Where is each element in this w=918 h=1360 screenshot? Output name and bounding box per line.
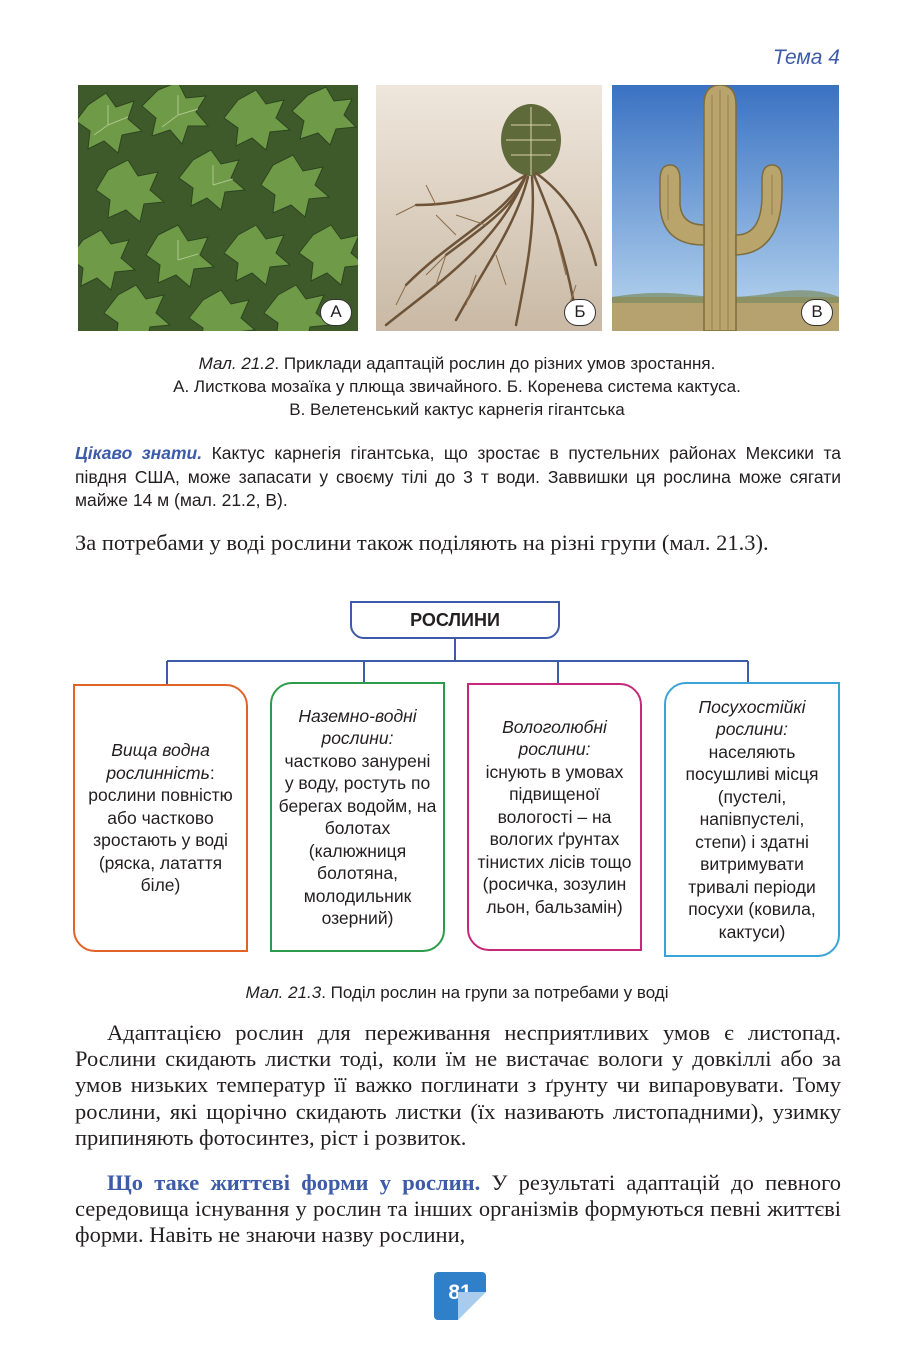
- page-number: [434, 1272, 486, 1320]
- photo-badge-a: А: [320, 299, 352, 326]
- caption-text: . Поділ рослин на групи за потребами у воді: [321, 983, 669, 1002]
- page-corner-fold: [458, 1292, 486, 1320]
- card-term: Наземно-водні рослини:: [298, 705, 417, 748]
- paragraph-life-forms: [75, 1170, 841, 1249]
- fact-lead: Цікаво знати.: [75, 443, 203, 463]
- card-moisture-loving: [467, 683, 642, 951]
- paragraph-leaf-fall: Адаптацією рослин для переживання несприятливих умов є листопад. Рослини скидають листки тоді, коли їм не вистачає вологи у довкіллі або за умов низьких температур її важко поглинати з ґрунту чи випаровувати. Тому рослини, які щорічно скидають листки (їх називають листопадними), узимку припиняють фотосинтез, ріст і розвиток.: [75, 1020, 841, 1150]
- fact-text: Кактус карнегія гігантська, що зростає в пустельних районах Мексики та півдня США, може запасати у своєму тілі до 3 т води. Заввишки ця рослина може сягати майже 14 м (мал. 21.2, В).: [75, 443, 842, 510]
- figure-caption-21-2: [70, 352, 844, 421]
- photo-badge-b: Б: [564, 299, 596, 326]
- card-term-tail: :: [209, 762, 215, 783]
- caption-label: Мал. 21.3: [245, 983, 322, 1002]
- caption-label: Мал. 21.2: [198, 354, 275, 373]
- caption-line-3: В. Велетенський кактус карнегія гігантська: [289, 400, 625, 419]
- card-text: існують в умовах підвищеної вологості – на вологих ґрунтах тінистих лісів тощо (росичка, зозулин льон, бальзамін): [477, 761, 632, 917]
- photo-badge-c: В: [801, 299, 833, 326]
- card-text: рослини повністю або частково зростають у воді (ряска, латаття біле): [88, 785, 233, 896]
- card-semi-aquatic: [270, 682, 445, 952]
- card-term: Посухостійкі рослини:: [698, 696, 806, 740]
- caption-line-2: А. Листкова мозаїка у плюща звичайного. Б. Коренева система кактуса.: [173, 377, 741, 396]
- card-aquatic: [73, 684, 248, 952]
- figure-caption-21-3: [70, 983, 844, 1003]
- page-number-value: 81: [448, 1281, 472, 1304]
- paragraph-groups-intro: За потребами у воді рослини також поділяють на різні групи (мал. 21.3).: [75, 530, 769, 555]
- theme-label: Тема 4: [772, 46, 840, 69]
- card-term: Вологолюбні рослини:: [502, 716, 607, 760]
- life-forms-text: У результаті адаптацій до певного середовища існування у рослин та інших організмів формуються певні життєві форми. Навіть не знаючи назву рослини,: [75, 1170, 842, 1248]
- life-forms-heading: Що таке життєві форми у рослин.: [107, 1170, 481, 1195]
- diagram-root: РОСЛИНИ: [350, 601, 560, 639]
- saguaro-photo: [612, 85, 839, 331]
- card-drought-resistant: [664, 682, 840, 957]
- card-text: населяють посушливі місця (пустелі, напівпустелі, степи) і здатні витримувати тривалі періоди посухи (ковила, кактуси): [685, 741, 819, 942]
- cactus-roots-photo: [376, 85, 602, 331]
- card-term: Вища водна рослинність: [106, 740, 210, 783]
- interesting-fact: [75, 442, 841, 513]
- card-text: частково занурені у воду, ростуть по берегах водойм, на болотах (калюжниця болотяна, молодильник озерний): [278, 750, 437, 928]
- caption-line-1: . Приклади адаптацій рослин до різних умов зростання.: [274, 354, 716, 373]
- plant-groups-diagram: [70, 598, 850, 968]
- ivy-photo: [78, 85, 358, 331]
